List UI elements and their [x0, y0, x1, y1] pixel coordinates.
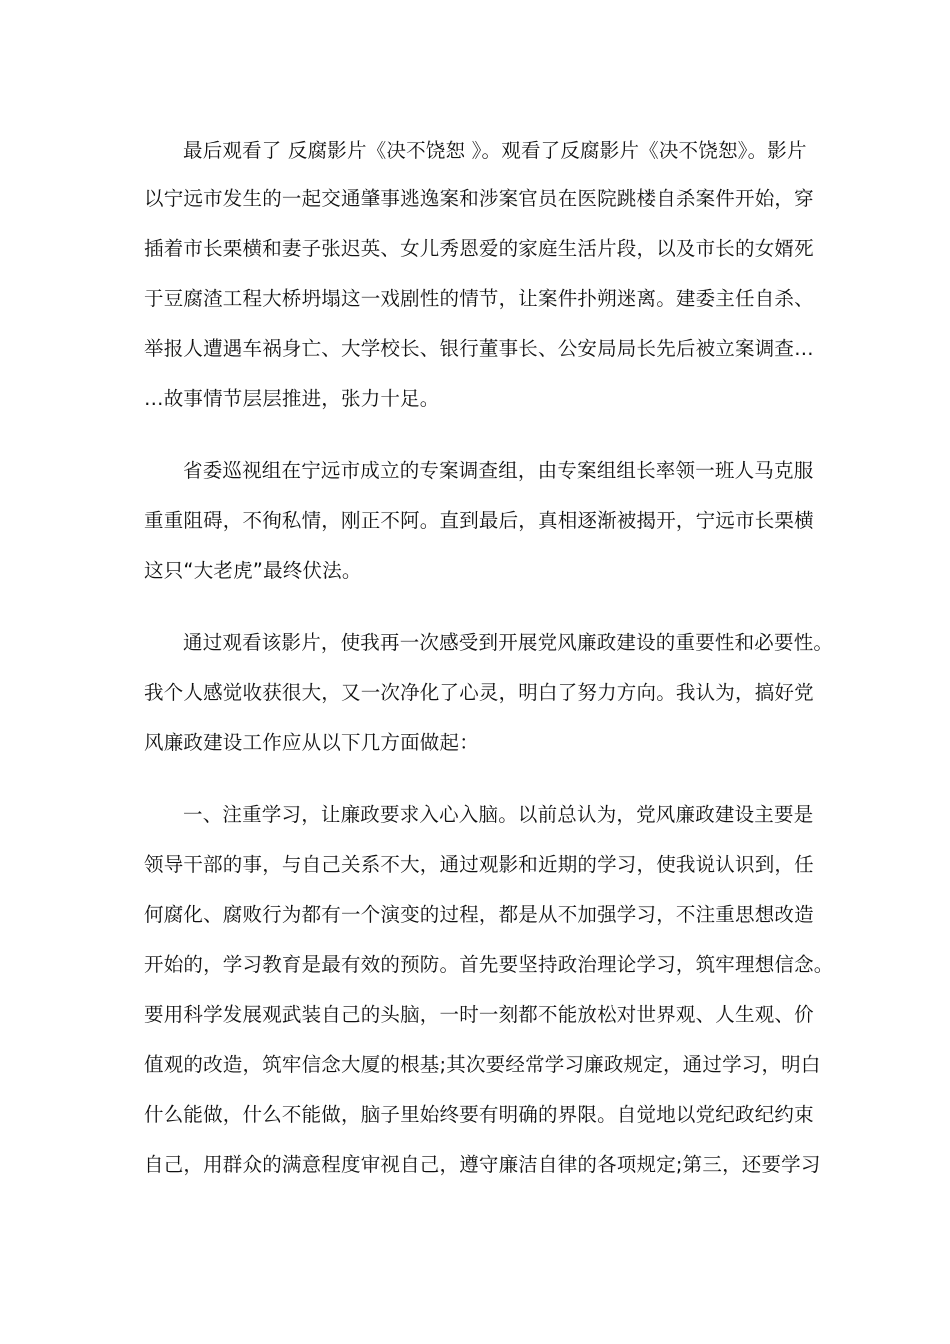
- paragraph-1-line-3: 插着市长栗横和妻子张迟英、女儿秀恩爱的家庭生活片段，以及市长的女婿死: [144, 237, 814, 260]
- paragraph-3-line-1: 通过观看该影片，使我再一次感受到开展党风廉政建设的重要性和必要性。: [183, 631, 834, 654]
- paragraph-4-line-3: 何腐化、腐败行为都有一个演变的过程，都是从不加强学习，不注重思想改造: [144, 903, 814, 926]
- paragraph-4-line-1: 一、注重学习，让廉政要求入心入脑。以前总认为，党风廉政建设主要是: [183, 803, 814, 826]
- paragraph-1-line-2: 以宁远市发生的一起交通肇事逃逸案和涉案官员在医院跳楼自杀案件开始，穿: [144, 187, 814, 210]
- paragraph-1-line-5: 举报人遭遇车祸身亡、大学校长、银行董事长、公安局局长先后被立案调查…: [144, 337, 814, 360]
- paragraph-2-line-3: 这只“大老虎”最终伏法。: [144, 559, 362, 582]
- paragraph-4-line-5: 要用科学发展观武装自己的头脑，一时一刻都不能放松对世界观、人生观、价: [144, 1003, 814, 1026]
- paragraph-4-line-8: 自己，用群众的满意程度审视自己，遵守廉洁自律的各项规定;第三，还要学习: [144, 1153, 821, 1176]
- paragraph-3-line-2: 我个人感觉收获很大，又一次净化了心灵，明白了努力方向。我认为，搞好党: [144, 681, 814, 704]
- paragraph-4-line-6: 值观的改造，筑牢信念大厦的根基;其次要经常学习廉政规定，通过学习，明白: [144, 1053, 821, 1076]
- paragraph-4-line-2: 领导干部的事，与自己关系不大，通过观影和近期的学习，使我说认识到，任: [144, 853, 814, 876]
- paragraph-1-line-4: 于豆腐渣工程大桥坍塌这一戏剧性的情节，让案件扑朔迷离。建委主任自杀、: [144, 287, 814, 310]
- paragraph-1-line-1: 最后观看了 反腐影片《决不饶恕 》。观看了反腐影片《决不饶恕》。影片: [183, 139, 807, 162]
- paragraph-2-line-2: 重重阻碍，不徇私情，刚正不阿。直到最后，真相逐渐被揭开，宁远市长栗横: [144, 509, 814, 532]
- paragraph-4-line-4: 开始的，学习教育是最有效的预防。首先要坚持政治理论学习，筑牢理想信念。: [144, 953, 834, 976]
- paragraph-4-line-7: 什么能做，什么不能做，脑子里始终要有明确的界限。自觉地以党纪政纪约束: [144, 1103, 814, 1126]
- paragraph-2-line-1: 省委巡视组在宁远市成立的专案调查组，由专案组组长率领一班人马克服: [183, 459, 814, 482]
- paragraph-3-line-3: 风廉政建设工作应从以下几方面做起：: [144, 731, 479, 754]
- paragraph-1-line-6: …故事情节层层推进，张力十足。: [144, 387, 440, 410]
